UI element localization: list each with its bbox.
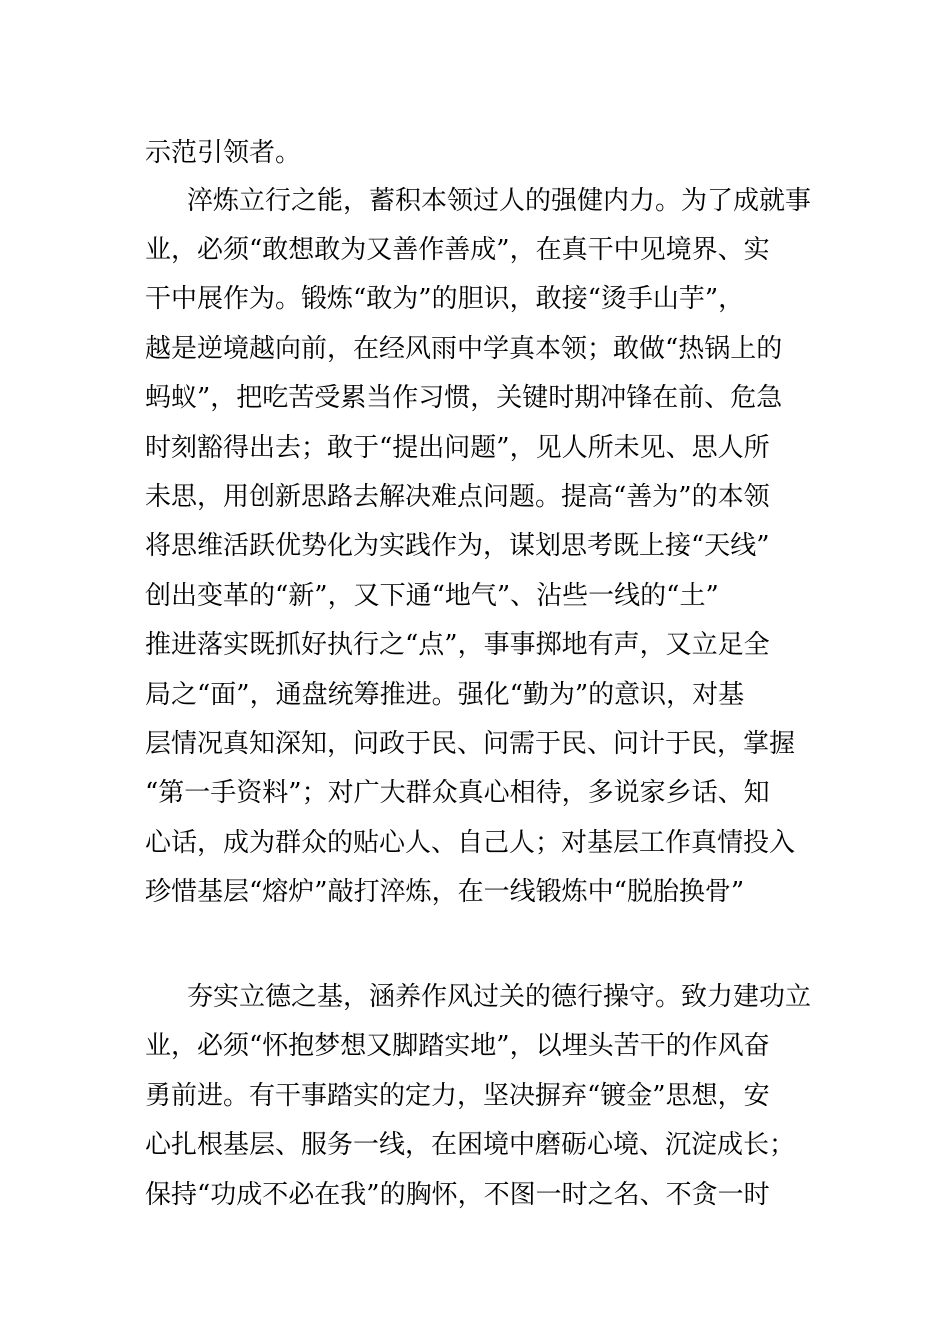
paragraph-1-line-9: 创出变革的“新”，又下通“地气”、沾些一线的“土”	[145, 581, 719, 611]
text-line-1: 示范引领者。	[145, 138, 302, 168]
paragraph-1-line-5: 蚂蚁”，把吃苦受累当作习惯，关键时期冲锋在前、危急	[145, 383, 783, 413]
paragraph-1-line-15: 珍惜基层“熔炉”敲打淬炼，在一线锻炼中“脱胎换骨”	[145, 877, 745, 907]
paragraph-1-line-10: 推进落实既抓好执行之“点”，事事掷地有声，又立足全	[145, 630, 770, 660]
paragraph-1-line-6: 时刻豁得出去；敢于“提出问题”，见人所未见、思人所	[145, 433, 770, 463]
paragraph-1-line-12: 层情况真知深知，问政于民、问需于民、问计于民，掌握	[145, 729, 796, 759]
paragraph-1-line-11: 局之“面”，通盘统筹推进。强化“勤为”的意识，对基	[145, 680, 745, 710]
paragraph-1-line-14: 心话，成为群众的贴心人、自己人；对基层工作真情投入	[145, 828, 796, 858]
paragraph-2-line-5: 保持“功成不必在我”的胸怀，不图一时之名、不贪一时	[145, 1180, 770, 1210]
paragraph-1-line-7: 未思，用创新思路去解决难点问题。提高“善为”的本领	[145, 482, 770, 512]
paragraph-1-line-4: 越是逆境越向前，在经风雨中学真本领；敢做“热锅上的	[145, 334, 783, 364]
paragraph-2-line-3: 勇前进。有干事踏实的定力，坚决摒弃“镀金”思想，安	[145, 1081, 770, 1111]
paragraph-1-line-8: 将思维活跃优势化为实践作为，谋划思考既上接“天线”	[145, 531, 770, 561]
paragraph-1-line-2: 业，必须“敢想敢为又善作善成”，在真干中见境界、实	[145, 235, 770, 265]
paragraph-1-line-1: 淬炼立行之能，蓄积本领过人的强健内力。为了成就事	[187, 186, 812, 216]
paragraph-1-line-3: 干中展作为。锻炼“敢为”的胆识，敢接“烫手山芋”，	[145, 284, 745, 314]
paragraph-2-line-1: 夯实立德之基，涵养作风过关的德行操守。致力建功立	[187, 982, 812, 1012]
paragraph-2-line-4: 心扎根基层、服务一线，在困境中磨砺心境、沉淀成长；	[145, 1130, 796, 1160]
paragraph-2-line-2: 业，必须“怀抱梦想又脚踏实地”，以埋头苦干的作风奋	[145, 1031, 770, 1061]
paragraph-1-line-13: “第一手资料”；对广大群众真心相待，多说家乡话、知	[145, 778, 770, 808]
